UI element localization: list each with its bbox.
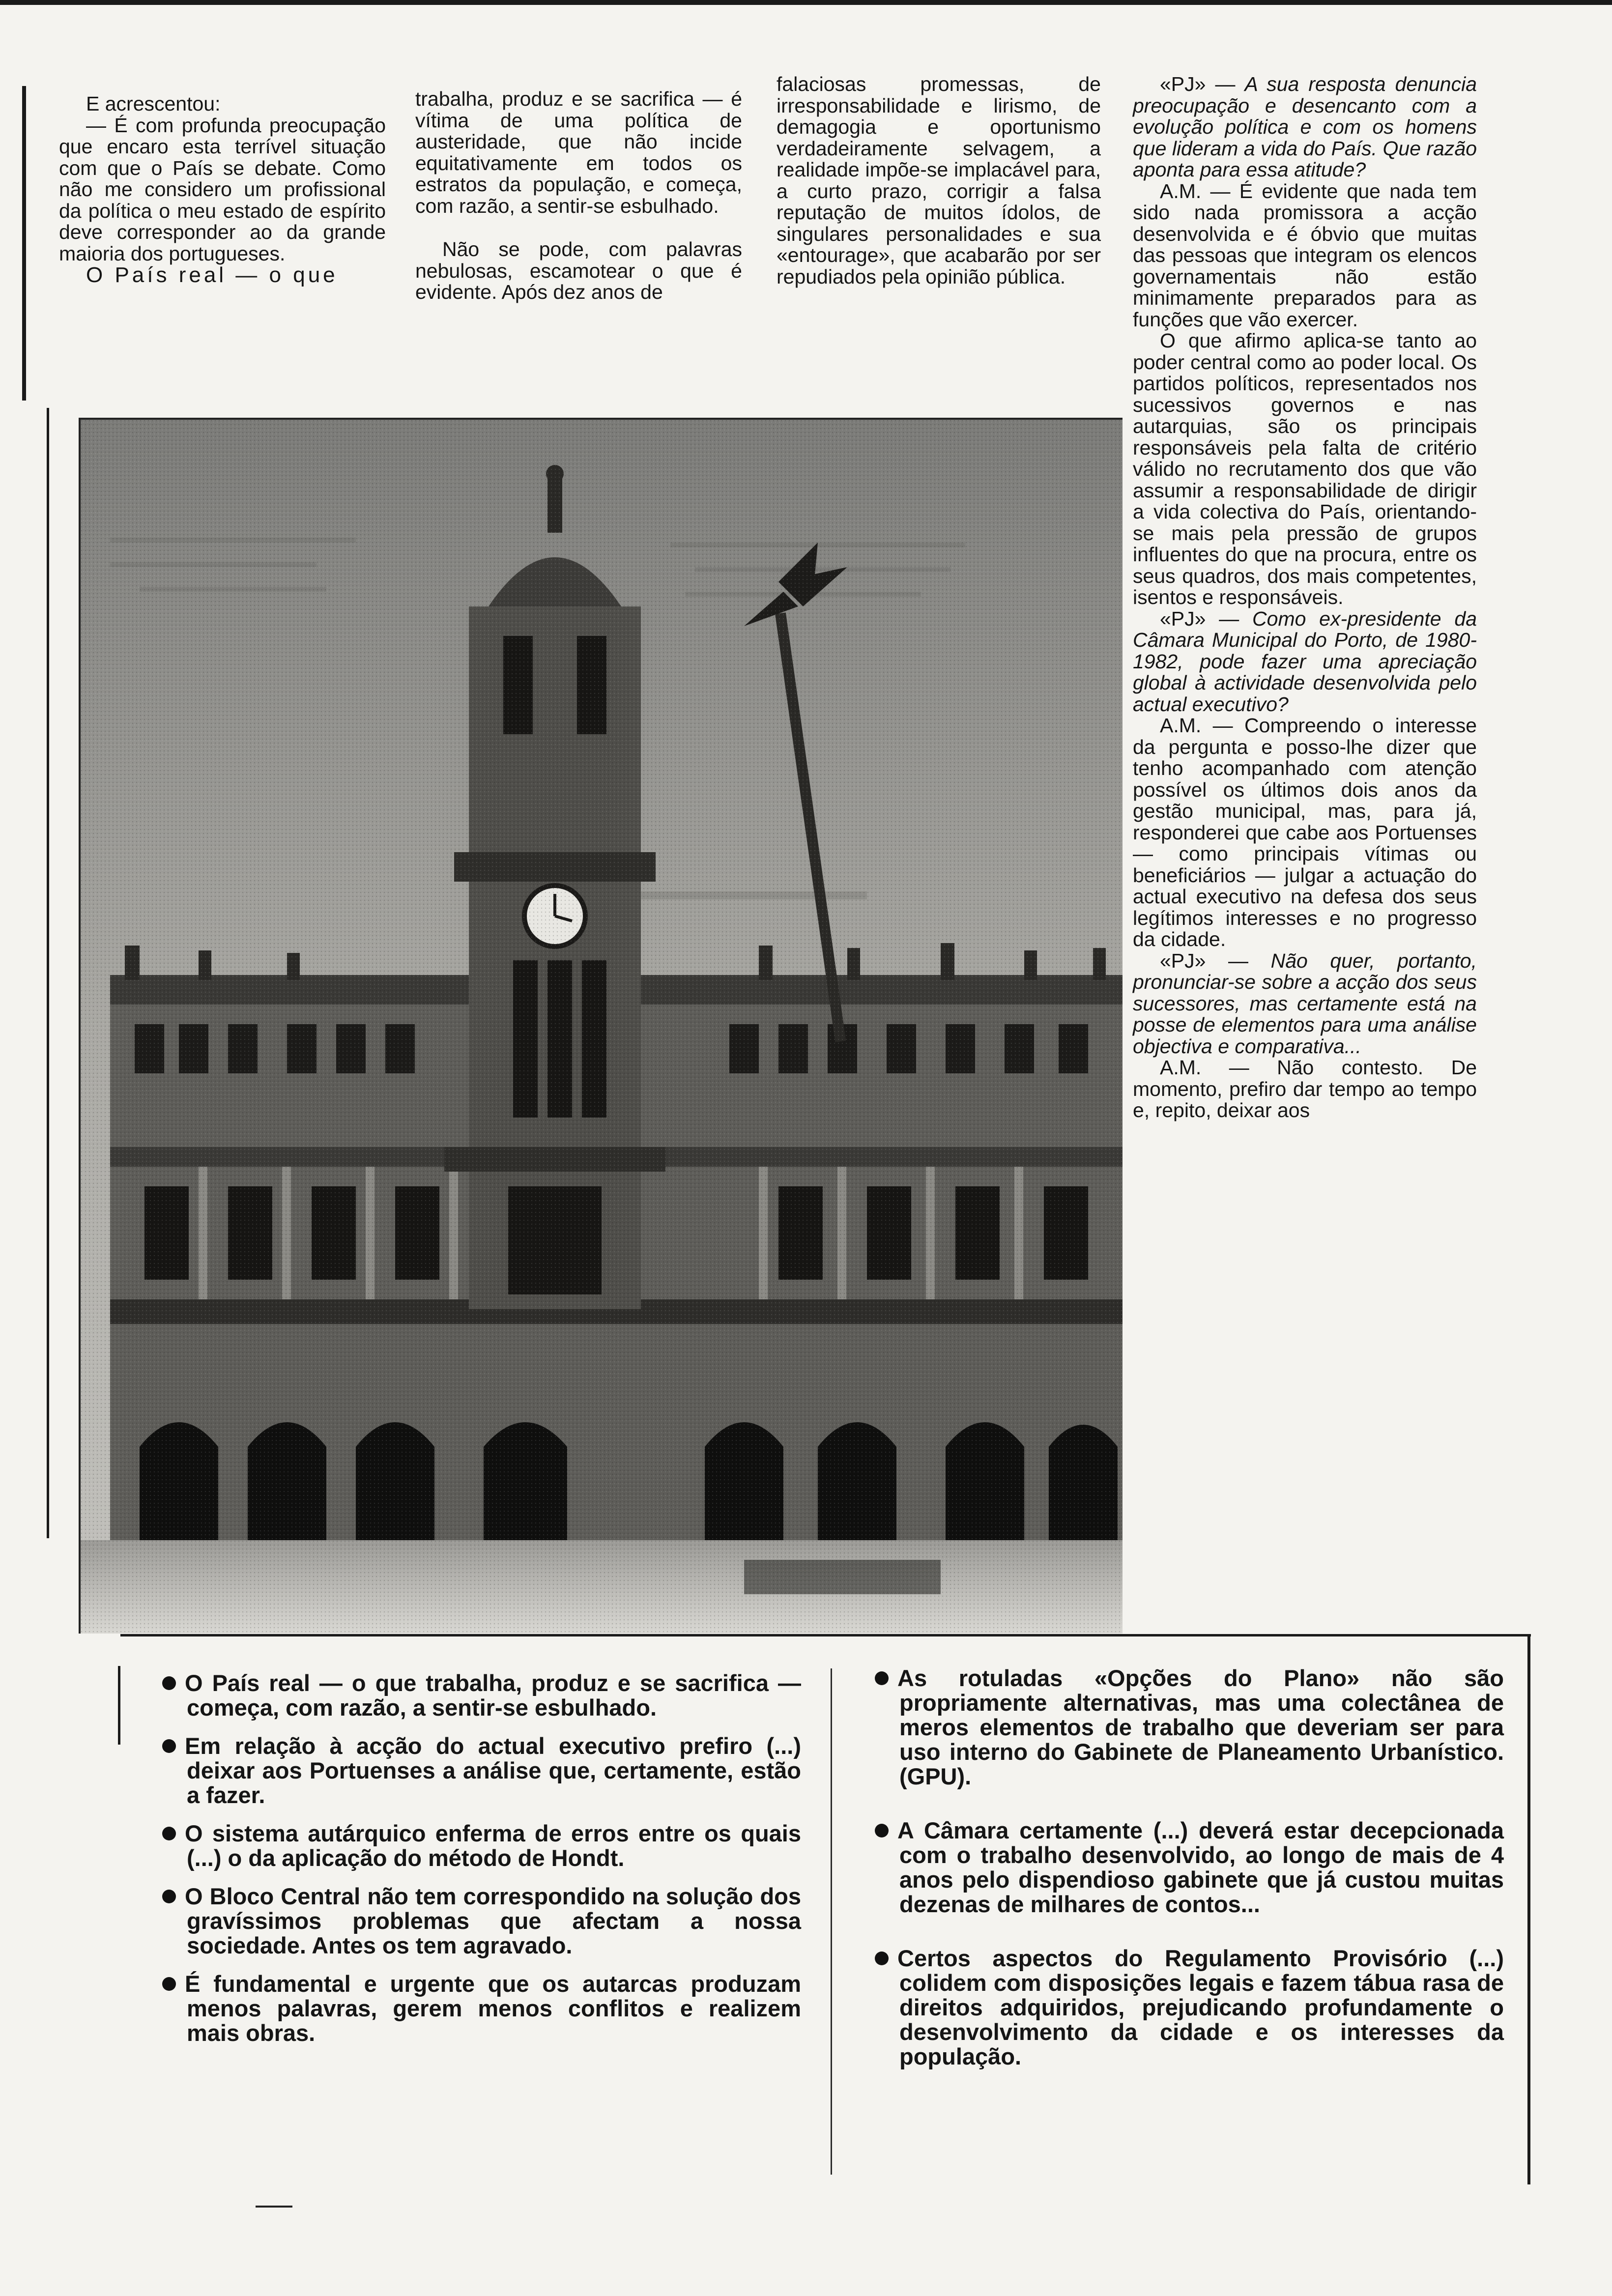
highlight-text: O País real — o que trabalha, produz e se sacrifica — começa, com razão, a sentir-se esbulhado.: [185, 1670, 801, 1721]
box-divider: [831, 1668, 832, 2175]
bullet-icon: [162, 1739, 176, 1753]
bullet-icon: [162, 1977, 176, 1991]
question-text: Como ex-presidente da Câmara Municipal do Porto, de 1980-1982, pode fazer uma apreciação global à actividade desenvolvida pelo actual executivo?: [1133, 607, 1477, 716]
article-column-3: [777, 74, 1101, 287]
list-item: [162, 1671, 801, 1720]
bullet-icon: [875, 1952, 889, 1965]
box-right-border: [1527, 1634, 1530, 2184]
pj-tag: «PJ» —: [1160, 607, 1253, 630]
list-item: [162, 1972, 801, 2045]
bullet-icon: [875, 1671, 889, 1685]
paragraph: O País real — o que: [86, 263, 338, 287]
pj-tag: «PJ» —: [1160, 949, 1271, 972]
list-item: [162, 1734, 801, 1808]
top-rule: [0, 0, 1612, 5]
question: [1133, 74, 1477, 181]
article-column-1: [59, 93, 386, 286]
list-item: [162, 1884, 801, 1958]
question-text: Não quer, portanto, pronunciar-se sobre a acção dos seus sucessores, mas certamente está na posse de elementos para uma análise objectiva e comparativa...: [1133, 949, 1477, 1058]
article-column-2: [415, 88, 742, 303]
paragraph: trabalha, produz e se sacrifica — é vítima de uma política de austeridade, que não incide equitativamente em todos os estratos da população, e começa, com razão, a sentir-se esbulhado.: [415, 87, 742, 217]
paragraph: Não se pode, com palavras nebulosas, escamotear o que é evidente. Após dez anos de: [415, 238, 742, 303]
article-column-4: [1133, 74, 1477, 1121]
question: [1133, 950, 1477, 1058]
highlight-text: O Bloco Central não tem correspondido na solução dos gravíssimos problemas que afectam a nossa sociedade. Antes os tem agravado.: [185, 1883, 801, 1958]
highlights-left-column: [162, 1671, 801, 2059]
answer: O que afirmo aplica-se tanto ao poder central como ao poder local. Os partidos políticos, representados nos sucessivos governos e nas autarquias, são os principais responsáveis pela falta de critério válido no recrutamento dos que vão assumir a responsabilidade de dirigir a vida colectiva do País, orientando-se mais pela pressão de grupos influentes do que na procura, entre os seus quadros, dos mais competentes, isentos e responsáveis.: [1133, 329, 1477, 608]
box-left-border: [118, 1666, 120, 1745]
list-item: [875, 1946, 1504, 2069]
paragraph: falaciosas promessas, de irresponsabilidade e lirismo, de demagogia e oportunismo verdadeiramente selvagem, a realidade impõe-se implacável para, a curto prazo, corrigir a falsa reputação de muitos ídolos, de singulares personalidades e sua «entourage», que acabarão por ser repudiados pela opinião pública.: [777, 73, 1101, 288]
answer: A.M. — É evidente que nada tem sido nada promissora a acção desenvolvida e é óbvio que muitas das pessoas que integram os elencos governamentais não estão minimamente preparados para as funções que vão exercer.: [1133, 179, 1477, 331]
highlight-text: A Câmara certamente (...) deverá estar decepcionada com o trabalho desenvolvido, ao longo de mais de 4 anos pelo dispendioso gabinete que já custou muitas dezenas de milhares de contos...: [897, 1817, 1504, 1917]
highlight-text: O sistema autárquico enferma de erros entre os quais (...) o da aplicação do método de Hondt.: [185, 1820, 801, 1871]
bullet-icon: [162, 1676, 176, 1690]
list-item: [162, 1821, 801, 1870]
bottom-dash: [256, 2206, 292, 2208]
highlight-text: Certos aspectos do Regulamento Provisório (...) colidem com disposições legais e fazem tábua rasa de direitos adquiridos, prejudicando profundamente o desenvolvimento da cidade e os interesses da população.: [897, 1945, 1504, 2069]
highlight-text: É fundamental e urgente que os autarcas produzam menos palavras, gerem menos conflitos e realizem mais obras.: [185, 1971, 801, 2046]
box-top-border: [120, 1634, 1531, 1636]
question: [1133, 608, 1477, 716]
list-item: [875, 1818, 1504, 1917]
answer: A.M. — Não contesto. De momento, prefiro dar tempo ao tempo e, repito, deixar aos: [1133, 1056, 1477, 1121]
bullet-icon: [162, 1827, 176, 1840]
bullet-icon: [875, 1824, 889, 1837]
list-item: [875, 1666, 1504, 1789]
highlights-right-column: [875, 1666, 1504, 2083]
left-margin-bar-lower: [47, 408, 49, 1538]
highlight-text: As rotuladas «Opções do Plano» não são propriamente alternativas, mas uma colectânea de meros elementos de trabalho que deveriam ser para uso interno do Gabinete de Planeamento Urbanístico. (GPU).: [897, 1665, 1504, 1789]
highlight-text: Em relação à acção do actual executivo prefiro (...) deixar aos Portuenses a análise que, certamente, estão a fazer.: [185, 1733, 801, 1808]
city-hall-building-photo: [79, 418, 1123, 1634]
question-text: A sua resposta denuncia preocupação e desencanto com a evolução política e com os homens que lideram a vida do País. Que razão aponta para essa atitude?: [1133, 73, 1477, 181]
paragraph: — É com profunda preocupação que encaro esta terrível situação com que o País se debate. Como não me considero um profissional da política o meu estado de espírito deve corresponder ao da grande maioria dos portugueses.: [59, 114, 386, 265]
paragraph: E acrescentou:: [86, 92, 221, 115]
left-margin-bar: [22, 86, 26, 401]
bullet-icon: [162, 1890, 176, 1903]
answer: A.M. — Compreendo o interesse da pergunta e posso-lhe dizer que tenho acompanhado com atenção possível os últimos dois anos da gestão municipal, mas, para já, responderei que cabe aos Portuenses — como principais vítimas ou beneficiários — julgar a actuação do actual executivo na defesa dos seus legítimos interesses e no progresso da cidade.: [1133, 714, 1477, 950]
pj-tag: «PJ» —: [1160, 73, 1245, 95]
